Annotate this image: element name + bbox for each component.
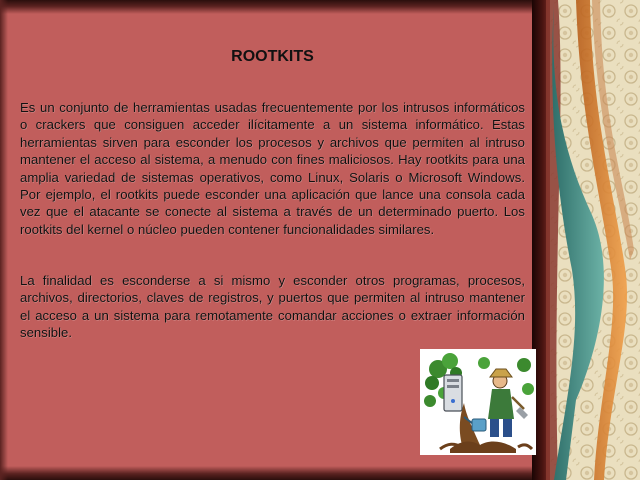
slide-title: ROOTKITS xyxy=(231,48,314,65)
body-paragraph-definition: Es un conjunto de herramientas usadas frecuentemente por los intrusos informáticos o crackers que consiguen acceder ilícitamente a un sistema informático. Estas herramientas sirven para esconder los procesos y archivos que permiten al intruso mantener el acceso al sistema, a menudo con fines maliciosos. Hay rootkits para una amplia variedad de sistemas operativos, como Linux, Solaris o Microsoft Windows. Por ejemplo, el rootkits puede esconder una aplicación que lance una consola cada vez que el atacante se conecte al sistema a través de un determinado puerto. Los rootkits del kernel o núcleo pueden contener funcionalidades similares. xyxy=(20,100,525,237)
body-paragraph-purpose: La finalidad es esconderse a si mismo y esconder otros programas, procesos, archivos, directorios, claves de registros, y puertos que permiten al intruso mantener el acceso a un sistema para remotamente comandar acciones o extraer información sensible. xyxy=(20,273,525,341)
top-shadow xyxy=(0,0,560,14)
left-shadow xyxy=(0,0,8,480)
tree-computer-gardener-clipart xyxy=(420,349,536,455)
floral-ribbon-decoration xyxy=(532,0,640,480)
bottom-shadow xyxy=(0,466,560,480)
